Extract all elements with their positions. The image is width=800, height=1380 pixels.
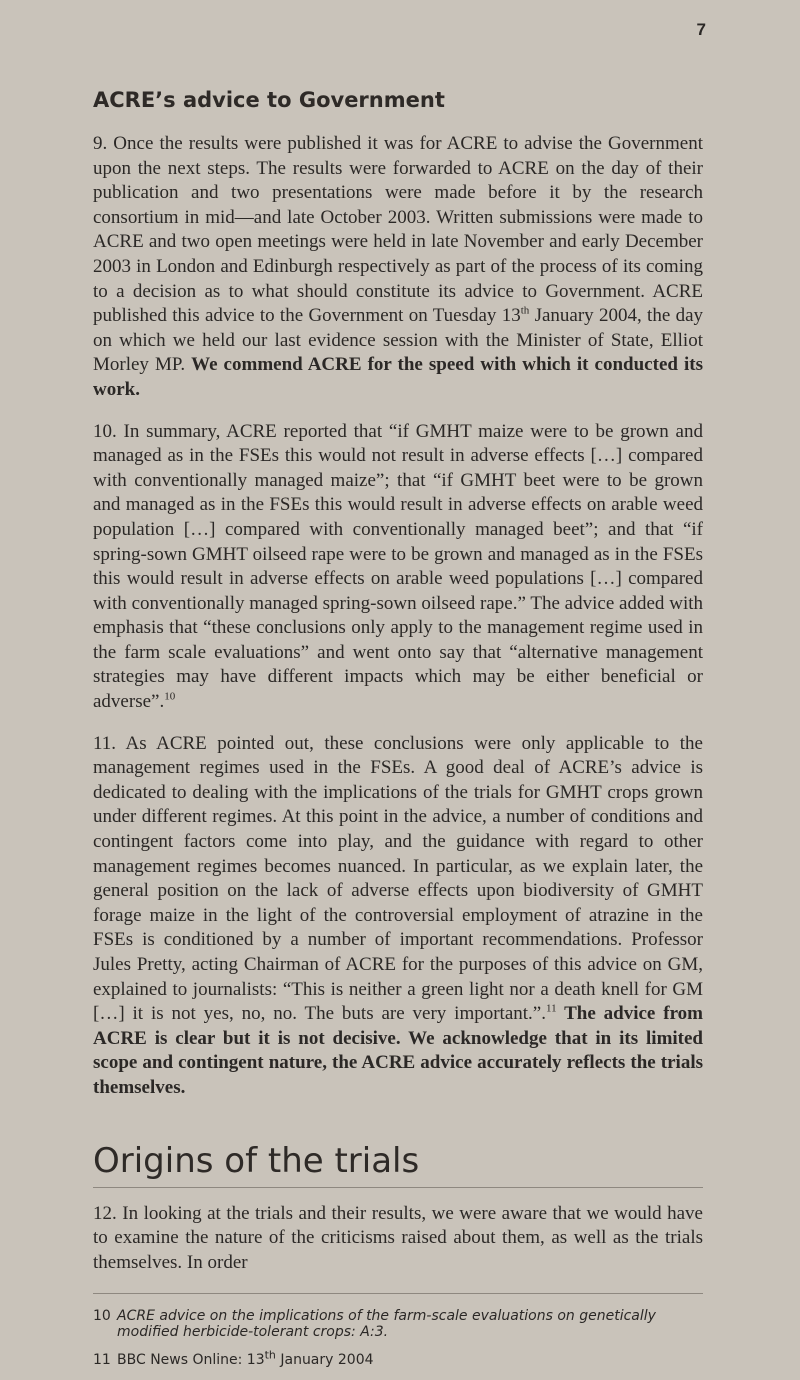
paragraph-11-text: 11. As ACRE pointed out, these conclusions were only applicable to the management regimes used in the FSEs. A good deal of ACRE’s advice is dedicated to dealing with the implications of the trials for GMHT crops grown under different regimes. At this point in the advice, a number of conditions and contingent factors come into play, and the guidance with regard to other management regimes becomes nuanced. In particular, as we explain later, the general position on the lack of adverse effects upon biodiversity of GMHT forage maize in the light of the controversial employment of atrazine in the FSEs is conditioned by a number of important recommendations. Professor Jules Pretty, acting Chairman of ACRE for the purposes of this advice on GM, explained to journalists: “This is neither a green light nor a death knell for GM […] it is not yes, no, no. The buts are very important.”. (93, 732, 703, 1025)
page-number: 7 (696, 20, 706, 39)
paragraph-9 (93, 132, 703, 403)
footnote-ref-10[interactable]: 10 (164, 690, 176, 703)
paragraph-9-text-cont: January 2004, the day on which we held our last evidence session with the Minister of State, Elliot Morley MP. (93, 305, 704, 376)
footnote-ref-11[interactable]: 11 (545, 1002, 557, 1015)
footnote-11 (93, 1348, 703, 1369)
paragraph-12-text: 12. In looking at the trials and their results, we were aware that we would have to examine the nature of the criticisms raised about them, as well as the trials themselves. In order (93, 1202, 703, 1273)
paragraph-9-sup: th (520, 304, 530, 317)
heading-divider (93, 1187, 703, 1188)
section-heading-origins: Origins of the trials (93, 1140, 420, 1181)
footnote-text-main: BBC News Online: 13 (117, 1352, 265, 1369)
footnote-text-cont: January 2004 (275, 1352, 374, 1369)
paragraph-11-bold: The advice from ACRE is clear but it is not decisive. We acknowledge that in its limited scope and contingent nature, the ACRE advice accurately reflects the trials themselves. (93, 1003, 703, 1098)
paragraph-9-text: 9. Once the results were published it was for ACRE to advise the Government upon the next steps. The results were forwarded to ACRE on the day of their publication and two presentations were made before it by the research consortium in mid—and late October 2003. Written submissions were made to ACRE and two open meetings were held in late November and early December 2003 in London and Edinburgh respectively as part of the process of its coming to a decision as to what should constitute its advice to Government. ACRE published this advice to the Government on Tuesday 13 (93, 133, 703, 327)
paragraph-11 (93, 732, 703, 1101)
paragraph-10-text: 10. In summary, ACRE reported that “if GMHT maize were to be grown and managed as in the FSEs this would not result in adverse effects […] compared with conventionally managed maize”; that “if GMHT beet were to be grown and managed as in the FSEs this would result in adverse effects on arable weed population […] compared with conventionally managed beet”; and that “if spring-sown GMHT oilseed rape were to be grown and managed as in the FSEs this would result in adverse effects on arable weed populations […] compared with conventionally managed spring-sown oilseed rape.” The advice added with emphasis that “these conclusions only apply to the management regime used in the farm scale evaluations” and went onto say that “alternative management strategies may have different impacts which may be either beneficial or adverse”. (93, 420, 703, 713)
footnote-number: 11 (93, 1352, 111, 1369)
paragraph-12 (93, 1202, 703, 1276)
footnote-10 (93, 1308, 703, 1340)
page-content (93, 88, 703, 1380)
footnote-sup: th (264, 1348, 276, 1362)
footnote-text (117, 1348, 374, 1369)
footnote-number: 10 (93, 1308, 111, 1325)
section-heading-acre-advice: ACRE’s advice to Government (93, 88, 445, 112)
footnote-text: ACRE advice on the implications of the farm-scale evaluations on genetically modified herbicide-tolerant crops: A:3. (117, 1308, 656, 1341)
paragraph-9-bold: We commend ACRE for the speed with which it conducted its work. (93, 354, 703, 400)
paragraph-10 (93, 420, 703, 715)
footnote-divider (93, 1293, 703, 1294)
